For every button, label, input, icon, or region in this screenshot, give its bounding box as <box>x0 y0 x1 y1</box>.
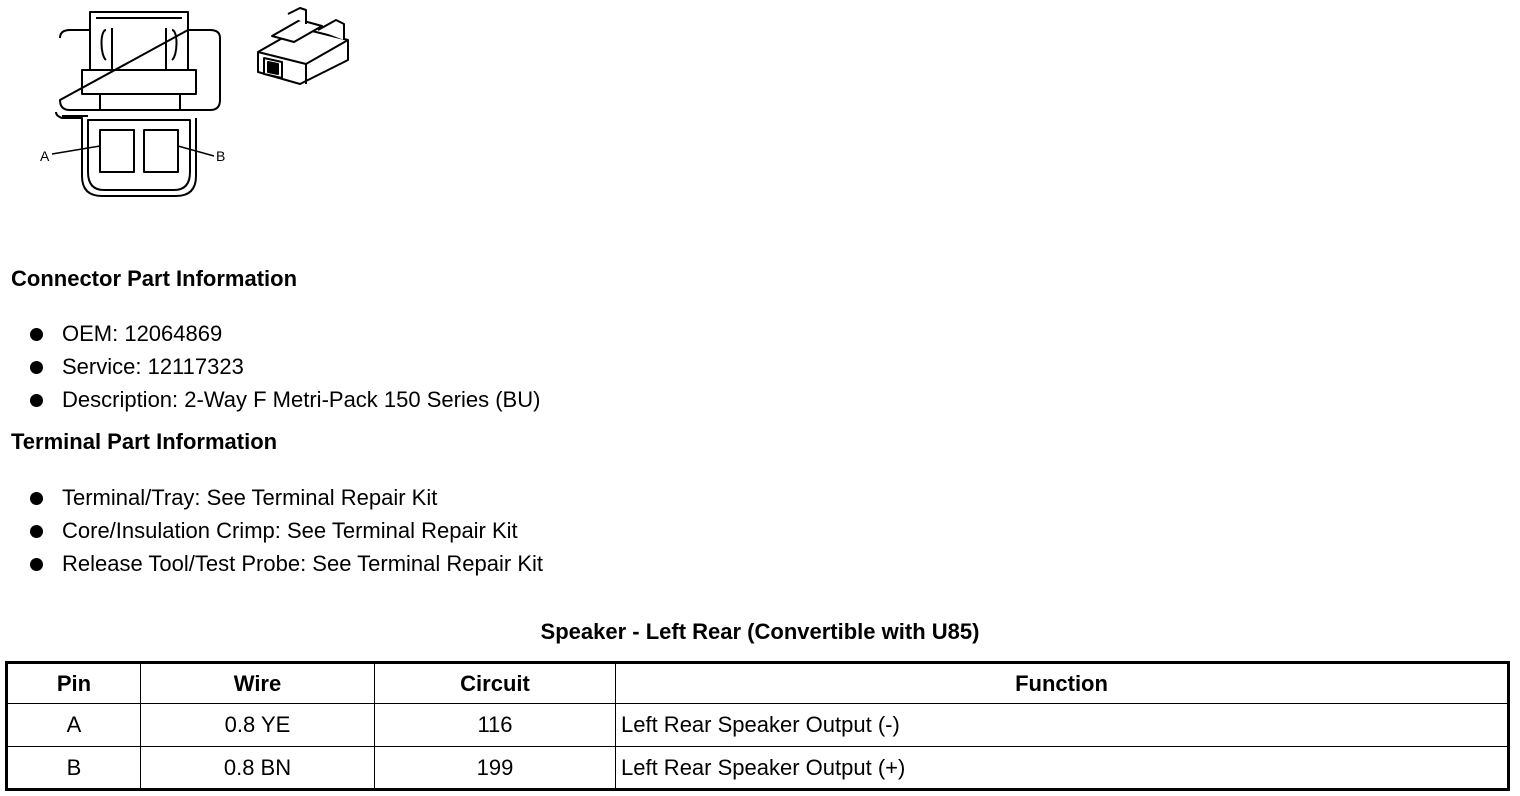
wire-cell: 0.8 YE <box>141 704 375 747</box>
table-title: Speaker - Left Rear (Convertible with U85) <box>540 619 980 644</box>
bullet-icon <box>30 361 43 374</box>
pin-cell: A <box>7 704 141 747</box>
column-header-wire: Wire <box>141 663 375 704</box>
bullet-icon <box>30 394 43 407</box>
table-row <box>7 747 1509 790</box>
table-header-row <box>7 663 1509 704</box>
bullet-icon <box>30 492 43 505</box>
connector-isometric-view <box>258 8 348 84</box>
bullet-icon <box>30 525 43 538</box>
column-header-function: Function <box>616 663 1509 704</box>
circuit-cell: 116 <box>375 704 616 747</box>
column-header-circuit: Circuit <box>375 663 616 704</box>
connector-oem-text: OEM: 12064869 <box>62 321 223 346</box>
terminal-tray-text: Terminal/Tray: See Terminal Repair Kit <box>62 485 438 510</box>
pin-label-a: A <box>40 148 50 164</box>
circuit-cell: 199 <box>375 747 616 790</box>
table-row <box>7 704 1509 747</box>
pin-cell: B <box>7 747 141 790</box>
column-header-pin: Pin <box>7 663 141 704</box>
connector-part-heading: Connector Part Information <box>11 266 298 291</box>
function-cell: Left Rear Speaker Output (+) <box>616 747 1509 790</box>
connector-front-view-drawing <box>0 0 360 210</box>
connector-service-text: Service: 12117323 <box>62 354 244 379</box>
connector-illustration <box>0 0 360 210</box>
bullet-icon <box>30 328 43 341</box>
pin-label-b: B <box>216 148 226 164</box>
connector-description-text: Description: 2-Way F Metri-Pack 150 Series (BU) <box>62 387 541 412</box>
pin-assignment-table <box>5 661 1510 791</box>
function-cell: Left Rear Speaker Output (-) <box>616 704 1509 747</box>
wire-cell: 0.8 BN <box>141 747 375 790</box>
core-insulation-crimp-text: Core/Insulation Crimp: See Terminal Repair Kit <box>62 518 518 543</box>
release-tool-text: Release Tool/Test Probe: See Terminal Repair Kit <box>62 551 543 576</box>
terminal-part-heading: Terminal Part Information <box>11 429 278 454</box>
bullet-icon <box>30 558 43 571</box>
